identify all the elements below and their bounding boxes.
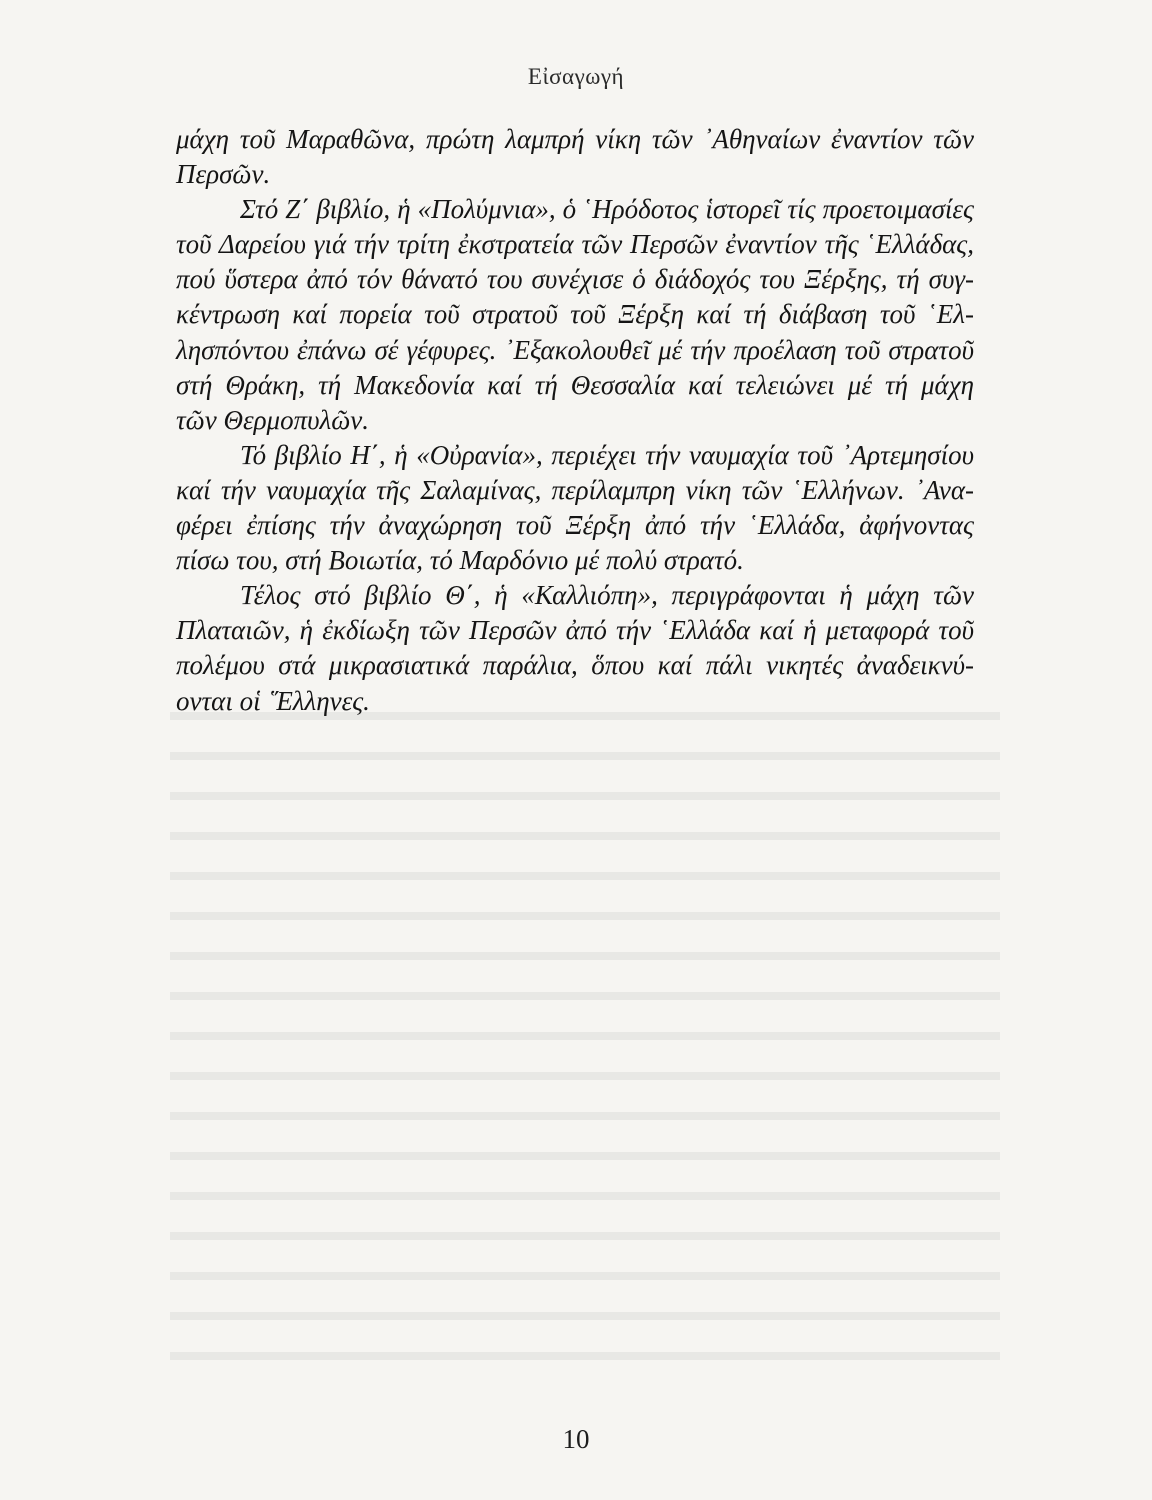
text-line: πού ὕστερα ἀπό τόν θάνατό του συνέχισε ὁ διάδοχός του Ξέρξης, τή συγ-	[176, 264, 974, 295]
text-line: Τό βιβλίο Η΄, ἡ «Οὐρανία», περιέχει τήν ναυμαχία τοῦ ᾿Αρτεμησίου	[240, 439, 974, 470]
text-line: κέντρωση καί πορεία τοῦ στρατοῦ τοῦ Ξέρξη καί τή διάβαση τοῦ ῾Ελ-	[176, 299, 974, 330]
text-line: τῶν Θερμοπυλῶν.	[176, 404, 370, 435]
text-line: Πλαταιῶν, ἡ ἐκδίωξη τῶν Περσῶν ἀπό τήν ῾Ελλάδα καί ἡ μεταφορά τοῦ	[176, 615, 974, 646]
paragraph-3	[176, 438, 974, 578]
text-line: καί τήν ναυμαχία τῆς Σαλαμίνας, περίλαμπρη νίκη τῶν ῾Ελλήνων. ᾿Ανα-	[176, 474, 974, 505]
text-line: ονται οἱ ῞Ελληνες.	[176, 685, 370, 716]
show-through-texture	[170, 690, 1000, 1390]
text-line: Στό Ζ΄ βιβλίο, ἡ «Πολύμνια», ὁ ῾Ηρόδοτος ἱστορεῖ τίς προετοιμασίες	[240, 194, 974, 225]
text-line: πίσω του, στή Βοιωτία, τό Μαρδόνιο μέ πολύ στρατό.	[176, 545, 744, 576]
text-line: τοῦ Δαρείου γιά τήν τρίτη ἐκστρατεία τῶν Περσῶν ἐναντίον τῆς ῾Ελλάδας,	[176, 229, 974, 260]
body-text	[176, 122, 974, 719]
text-line: μάχη τοῦ Μαραθῶνα, πρώτη λαμπρή νίκη τῶν ᾿Αθηναίων ἐναντίον τῶν	[176, 124, 974, 154]
text-line: Περσῶν.	[176, 159, 271, 190]
text-line: λησπόντου ἐπάνω σέ γέφυρες. ᾿Εξακολουθεῖ μέ τήν προέλαση τοῦ στρατοῦ	[176, 334, 974, 365]
text-line: Τέλος στό βιβλίο Θ΄, ἡ «Καλλιόπη», περιγράφονται ἡ μάχη τῶν	[240, 580, 974, 611]
text-line: στή Θράκη, τή Μακεδονία καί τή Θεσσαλία καί τελειώνει μέ τή μάχη	[176, 369, 974, 400]
page-number: 10	[562, 1424, 590, 1454]
text-line: φέρει ἐπίσης τήν ἀναχώρηση τοῦ Ξέρξη ἀπό τήν ῾Ελλάδα, ἀφήνοντας	[176, 510, 974, 541]
text-line: πολέμου στά μικρασιατικά παράλια, ὅπου καί πάλι νικητές ἀναδεικνύ-	[176, 650, 974, 681]
paragraph-1	[176, 122, 974, 192]
running-head: Εἰσαγωγή	[527, 64, 625, 89]
paragraph-4	[176, 578, 974, 718]
paragraph-2	[176, 192, 974, 438]
